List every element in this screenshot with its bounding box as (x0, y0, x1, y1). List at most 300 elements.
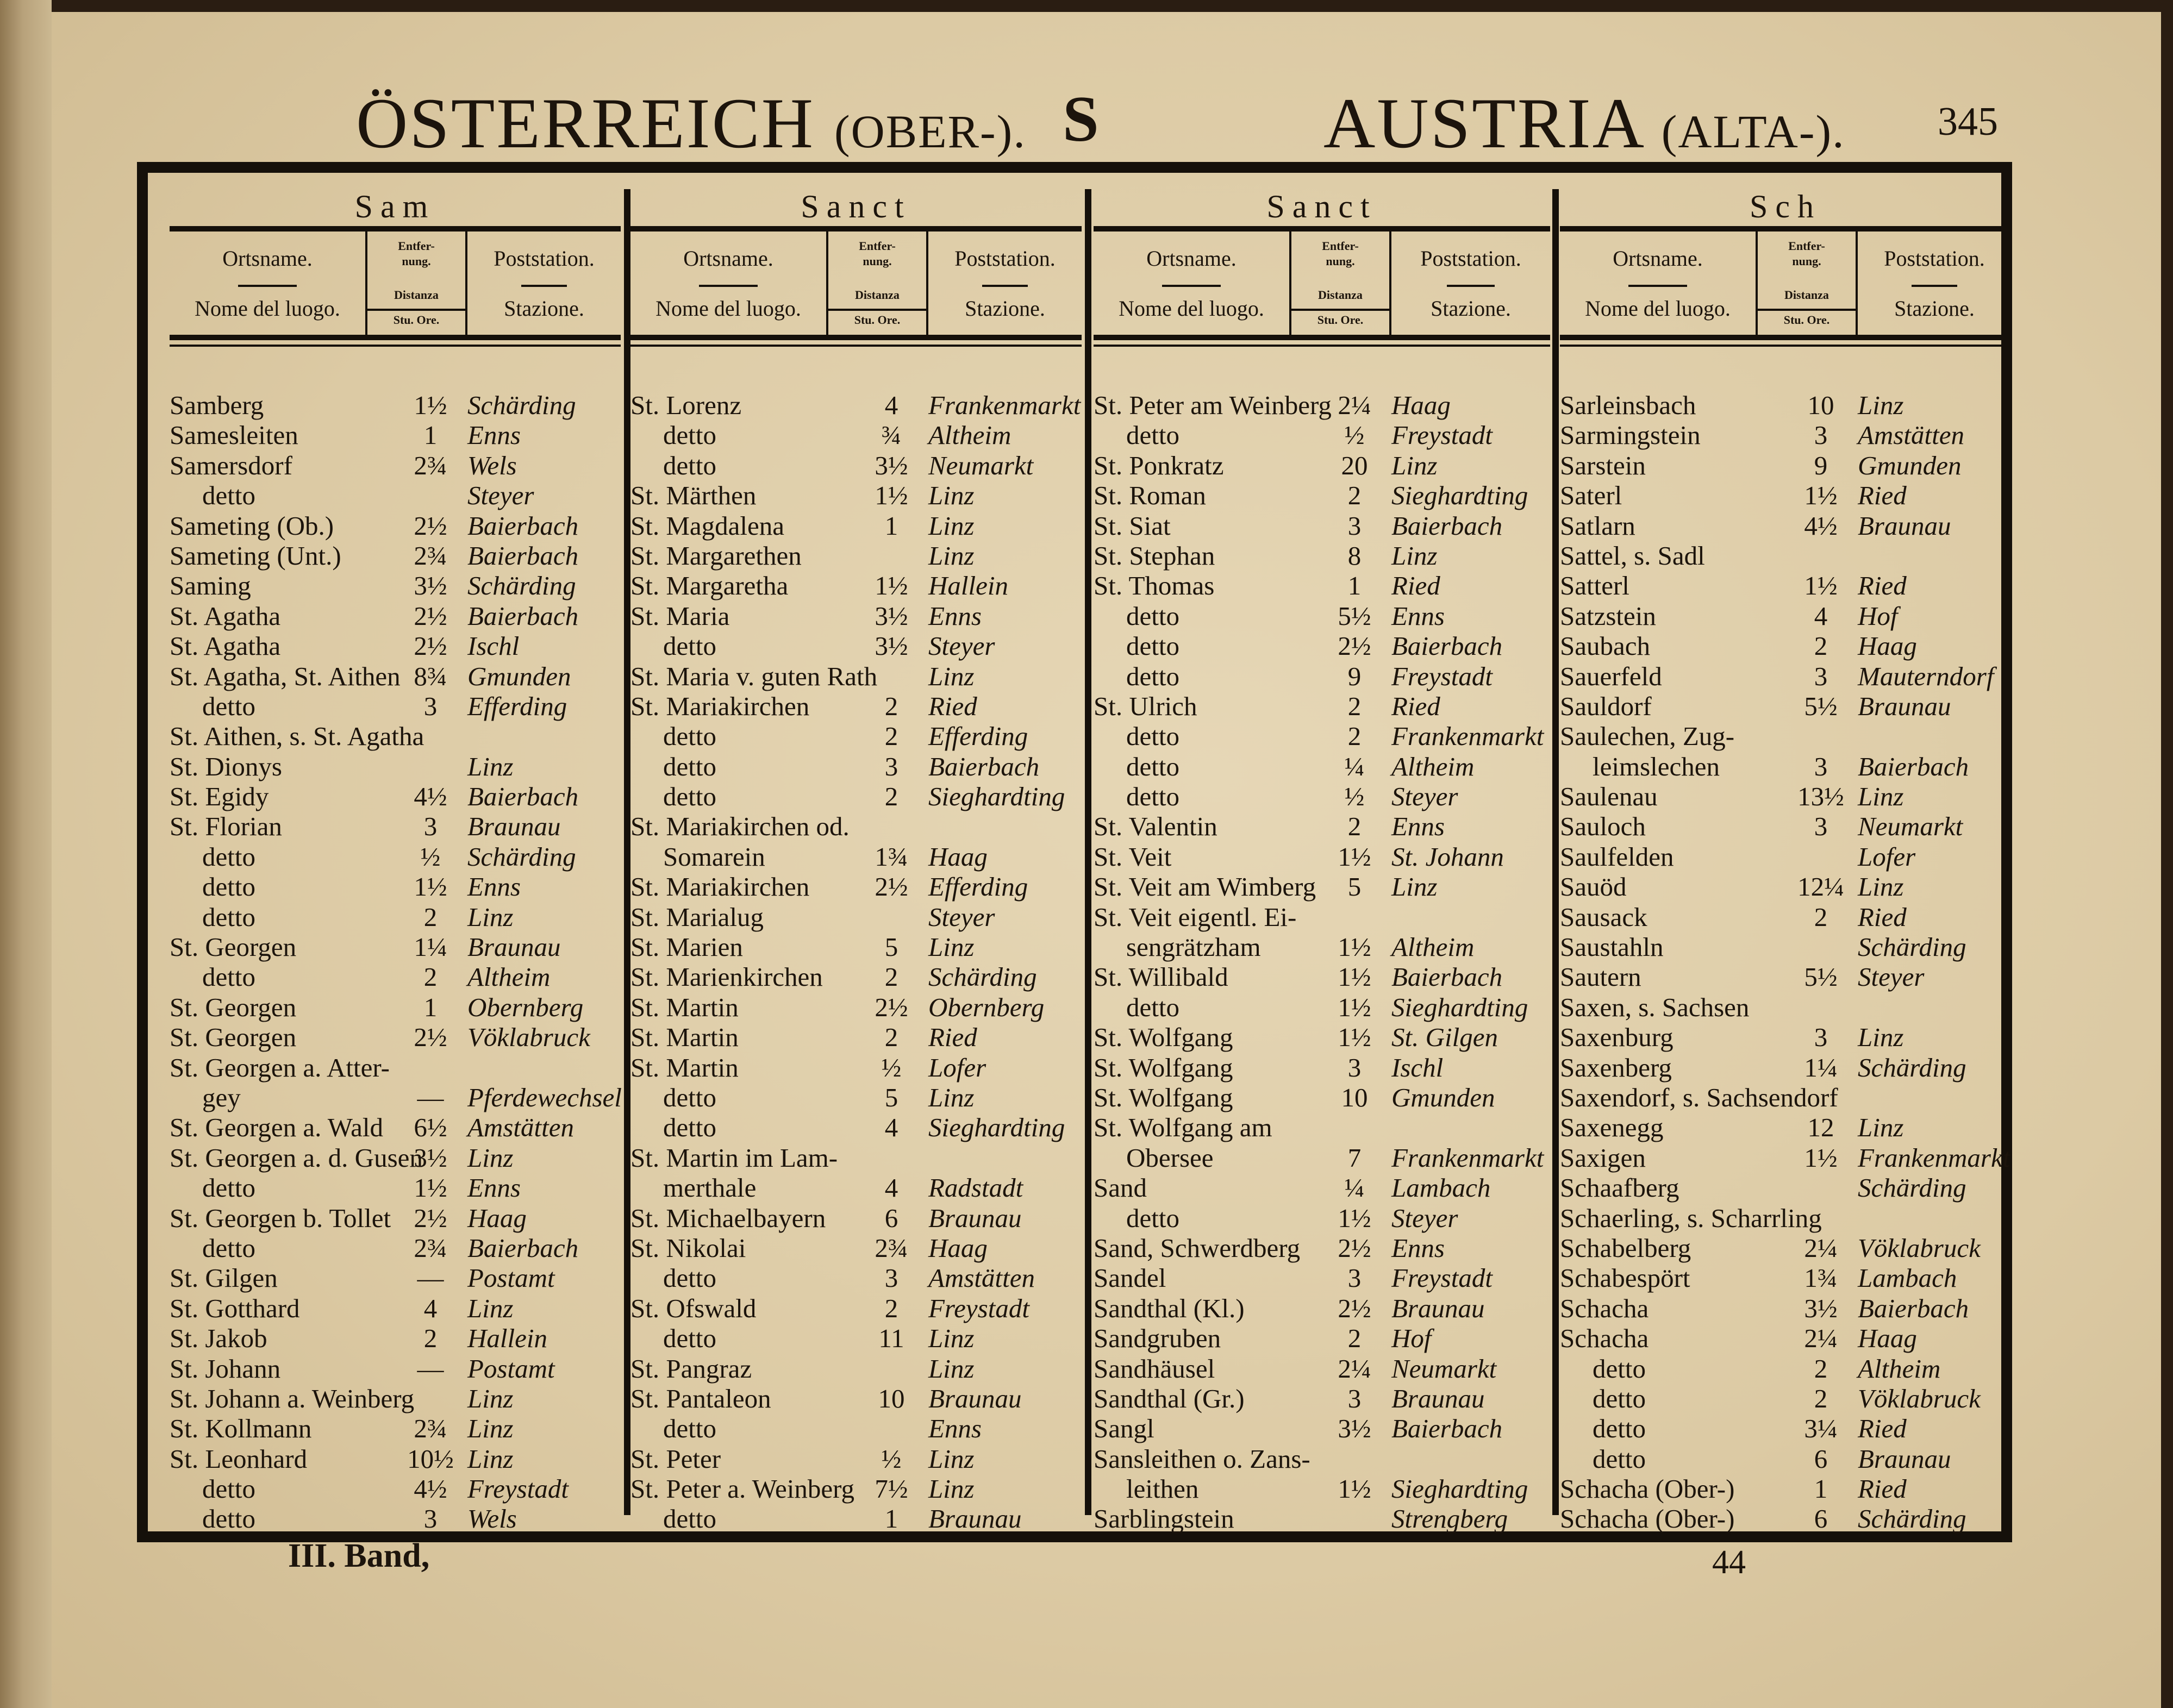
distance-value: 1 (884, 1504, 898, 1534)
table-row (1560, 1022, 2011, 1052)
distance-value: 1 (423, 420, 438, 451)
distance-value: 2¼ (1338, 1353, 1371, 1384)
place-name: detto (202, 962, 255, 992)
table-row (1094, 601, 1550, 631)
table-row (630, 902, 1082, 932)
place-name: detto (1126, 751, 1179, 781)
table-row (630, 661, 1082, 691)
distance-value: 1½ (1804, 1142, 1838, 1173)
post-station: Linz (928, 510, 975, 541)
place-name: St. Georgen b. Tollet (170, 1203, 391, 1233)
post-station: Ried (1858, 1474, 1907, 1504)
place-name: detto (202, 1504, 255, 1534)
distance-value: 4 (884, 390, 898, 420)
header-entfernung-cont: nung. (1326, 254, 1355, 268)
table-row (630, 691, 1082, 721)
distance-value: 2 (1347, 1323, 1362, 1354)
distance-value: 13½ (1797, 781, 1844, 812)
distance-value: 2½ (1338, 1232, 1371, 1263)
place-name: Sauöd (1560, 872, 1627, 902)
table-row (170, 1293, 621, 1323)
header-ortsname-cell (1560, 232, 1758, 335)
table-row (1094, 1354, 1550, 1384)
place-name: Samberg (170, 390, 264, 420)
place-name: Schabespört (1560, 1263, 1690, 1293)
post-station: Steyer (928, 631, 995, 661)
table-row (1560, 1112, 2011, 1142)
place-name: Saxendorf, s. Sachsendorf (1560, 1082, 1838, 1112)
post-station: Postamt (467, 1353, 555, 1384)
post-station: Amstätten (1858, 420, 1964, 451)
table-row (170, 541, 621, 571)
place-name: detto (1126, 781, 1179, 812)
place-name: Sameting (Ob.) (170, 510, 334, 541)
distance-value: 3½ (875, 600, 908, 631)
table-row (170, 781, 621, 811)
post-station: Schärding (1858, 1173, 1966, 1203)
table-row (1094, 1083, 1550, 1112)
distance-value: 11 (878, 1323, 904, 1354)
distance-value: 2¼ (1804, 1232, 1838, 1263)
place-name: Samersdorf (170, 450, 292, 480)
table-row (170, 420, 621, 450)
table-row (1560, 962, 2011, 992)
place-name: St. Margarethen (630, 540, 802, 571)
place-name: Saulenau (1560, 781, 1658, 812)
table-row (1094, 1143, 1550, 1173)
place-name: St. Marienkirchen (630, 962, 823, 992)
distance-value: 12 (1807, 1112, 1834, 1143)
table-row (1560, 601, 2011, 631)
post-station: Ischl (1391, 1052, 1444, 1083)
place-name: St. Maria v. guten Rath (630, 661, 878, 691)
distance-value: 2 (1347, 721, 1362, 752)
table-row (1560, 1263, 2011, 1293)
place-name: St. Aithen, s. St. Agatha (170, 721, 424, 752)
table-row (1094, 1323, 1550, 1353)
distance-value: 9 (1347, 661, 1362, 691)
volume-label: III. Band, (288, 1537, 430, 1574)
distance-value: ½ (420, 841, 441, 872)
distance-value: ¼ (1344, 1173, 1365, 1203)
table-row (1560, 480, 2011, 510)
place-name: St. Johann (170, 1353, 281, 1384)
distance-value: 2½ (414, 1203, 447, 1233)
table-row (630, 872, 1082, 902)
distance-value: 3 (1814, 661, 1828, 691)
post-station: Obernberg (928, 992, 1045, 1022)
post-station: Braunau (1858, 691, 1951, 721)
post-station: Neumarkt (1858, 811, 1963, 842)
post-station: Lambach (1858, 1263, 1957, 1293)
post-station: Steyer (1391, 1203, 1458, 1233)
distance-value: 5 (884, 1082, 898, 1112)
place-name: Sattel, s. Sadl (1560, 540, 1705, 571)
place-name: Sangl (1094, 1413, 1154, 1444)
header-distanza: Distanza (1318, 288, 1363, 302)
table-row (630, 1173, 1082, 1203)
post-station: Schärding (467, 841, 576, 872)
post-station: Mauterndorf (1858, 661, 1994, 691)
header-entfernung-cont: nung. (863, 254, 892, 268)
table-row (1094, 781, 1550, 811)
distance-value: 4 (423, 1293, 438, 1323)
distance-value: — (417, 1353, 444, 1384)
place-name: St. Ponkratz (1094, 450, 1224, 480)
distance-value: 10 (878, 1383, 905, 1413)
place-name: Sausack (1560, 902, 1647, 932)
top-dark-edge (0, 0, 2173, 12)
post-station: Haag (928, 1232, 988, 1263)
distance-value: 2½ (414, 510, 447, 541)
header-rule (238, 285, 297, 287)
distance-value: 2½ (875, 872, 908, 902)
table-row (630, 932, 1082, 962)
place-name: St. Ofswald (630, 1293, 757, 1323)
table-row (630, 1444, 1082, 1474)
header-station-cell (928, 232, 1082, 335)
distance-value: 4½ (1804, 510, 1838, 541)
place-name: detto (663, 1413, 716, 1444)
distance-value: 1¼ (414, 932, 447, 962)
table-row (170, 1263, 621, 1293)
distance-value: 3 (1347, 1052, 1362, 1083)
table-row (1094, 1504, 1550, 1534)
header-stazione: Stazione. (965, 296, 1045, 321)
post-station: Ried (1858, 571, 1907, 601)
distance-value: 12¼ (1797, 872, 1844, 902)
distance-value: 5 (884, 932, 898, 962)
distance-value: ½ (1344, 420, 1365, 451)
table-row (1560, 1203, 2011, 1233)
header-stu-ore: Stu. Ore. (1291, 309, 1389, 327)
post-station: Linz (928, 1082, 975, 1112)
table-row (1094, 1293, 1550, 1323)
post-station: Freystadt (1391, 420, 1493, 451)
table-row (1094, 1053, 1550, 1083)
header-left-title-text: ÖSTERREICH (356, 83, 815, 163)
post-station: Ischl (467, 631, 520, 661)
table-row (170, 1233, 621, 1263)
place-name: detto (663, 721, 716, 752)
table-row (630, 601, 1082, 631)
signature-number: 44 (1712, 1544, 1746, 1581)
table-row (170, 691, 621, 721)
header-rule (699, 285, 758, 287)
header-distance-cell (367, 232, 467, 335)
header-entfernung: Entfer- (398, 239, 435, 253)
place-name: St. Peter am Weinberg (1094, 390, 1332, 420)
post-station: Braunau (467, 811, 561, 842)
post-station: Altheim (1391, 751, 1475, 781)
table-row (170, 1083, 621, 1112)
post-station: Linz (928, 1353, 975, 1384)
post-station: Baierbach (1391, 631, 1503, 661)
place-name: Sarblingstein (1094, 1504, 1234, 1534)
place-name: St. Gilgen (170, 1263, 278, 1293)
distance-value: ½ (1344, 781, 1365, 812)
distance-value: 10½ (407, 1443, 454, 1474)
header-distance-cell (1291, 232, 1391, 335)
table-row (630, 451, 1082, 480)
table-row (1094, 721, 1550, 751)
table-row (170, 601, 621, 631)
place-name: detto (663, 1504, 716, 1534)
table-row (1560, 511, 2011, 541)
header-entfernung-cont: nung. (402, 254, 431, 268)
header-entfernung: Entfer- (1788, 239, 1825, 253)
distance-value: 2 (1814, 631, 1828, 661)
distance-value: 2 (1814, 902, 1828, 932)
post-station: Braunau (928, 1504, 1022, 1534)
place-name: St. Willibald (1094, 962, 1228, 992)
place-name: Satterl (1560, 571, 1629, 601)
post-station: Linz (928, 661, 975, 691)
distance-value: 4 (1814, 600, 1828, 631)
distance-value: 1¾ (1804, 1263, 1838, 1293)
distance-value: 1½ (414, 1173, 447, 1203)
header-entfernung-cont: nung. (1792, 254, 1821, 268)
header-nome: Nome del luogo. (655, 296, 801, 321)
post-station: Baierbach (467, 510, 579, 541)
distance-value: 3 (1347, 1263, 1362, 1293)
post-station: Postamt (467, 1263, 555, 1293)
table-row (630, 390, 1082, 420)
post-station: Altheim (467, 962, 551, 992)
place-name: detto (1126, 992, 1179, 1022)
post-station: Braunau (1391, 1293, 1485, 1323)
table-row (170, 902, 621, 932)
place-name: detto (1593, 1413, 1646, 1444)
table-row (170, 1143, 621, 1173)
place-name: detto (1126, 1203, 1179, 1233)
post-station: Haag (928, 841, 988, 872)
post-station: Altheim (928, 420, 1011, 451)
distance-value: 3½ (414, 571, 447, 601)
table-row (1094, 1384, 1550, 1413)
place-name: St. Siat (1094, 510, 1171, 541)
header-stu-ore: Stu. Ore. (367, 309, 465, 327)
post-station: Lambach (1391, 1173, 1491, 1203)
place-name: St. Peter (630, 1443, 721, 1474)
table-row (1560, 752, 2011, 781)
distance-value: — (417, 1263, 444, 1293)
post-station: Baierbach (1858, 751, 1969, 781)
place-name: detto (663, 1112, 716, 1143)
post-station: Baierbach (928, 751, 1040, 781)
distance-value: 1½ (875, 480, 908, 511)
distance-value: 2 (884, 1022, 898, 1053)
distance-value: 2¾ (414, 450, 447, 480)
place-name: St. Georgen a. Wald (170, 1112, 383, 1143)
table-row (630, 541, 1082, 571)
distance-value: 3½ (875, 450, 908, 480)
table-row (1094, 480, 1550, 510)
table-row (630, 480, 1082, 510)
post-station: Braunau (1858, 510, 1951, 541)
place-name: Saxenegg (1560, 1112, 1664, 1143)
distance-value: 1½ (1338, 1203, 1371, 1233)
post-station: Baierbach (1858, 1293, 1969, 1323)
place-name: St. Magdalena (630, 510, 785, 541)
table-row (1094, 541, 1550, 571)
place-name: Sandthal (Kl.) (1094, 1293, 1245, 1323)
post-station: Haag (1391, 390, 1451, 420)
place-name: detto (663, 631, 716, 661)
distance-value: 2¾ (414, 540, 447, 571)
post-station: Amstätten (928, 1263, 1035, 1293)
place-name: St. Veit (1094, 841, 1172, 872)
table-row (630, 1504, 1082, 1534)
post-station: Braunau (1391, 1383, 1485, 1413)
distance-value: 2 (884, 1293, 898, 1323)
table-row (630, 631, 1082, 661)
place-name: Sautern (1560, 962, 1641, 992)
distance-value: 2½ (414, 1022, 447, 1053)
header-letter: S (1063, 83, 1101, 155)
post-station: Lofer (1858, 841, 1916, 872)
table-row (630, 420, 1082, 450)
entry-list (170, 390, 621, 1534)
post-station: Altheim (1858, 1353, 1941, 1384)
post-station: Sieghardting (928, 781, 1065, 812)
post-station: Ried (928, 1022, 977, 1053)
place-name: St. Georgen (170, 932, 297, 962)
place-name: St. Veit am Wimberg (1094, 872, 1316, 902)
table-row (1094, 451, 1550, 480)
post-station: Linz (467, 902, 514, 932)
place-name: St. Margaretha (630, 571, 789, 601)
table-row (1094, 932, 1550, 962)
distance-value: 3 (423, 691, 438, 721)
header-poststation: Poststation. (494, 246, 595, 271)
place-name: detto (1126, 631, 1179, 661)
post-station: Linz (467, 751, 514, 781)
post-station: Ried (1858, 902, 1907, 932)
header-poststation: Poststation. (1420, 246, 1521, 271)
table-row (630, 721, 1082, 751)
header-rule (1447, 285, 1495, 287)
place-name: Sansleithen o. Zans- (1094, 1443, 1310, 1474)
distance-value: 2 (1347, 691, 1362, 721)
post-station: Steyer (1858, 962, 1925, 992)
post-station: Enns (928, 1413, 982, 1444)
header-station-cell (1858, 232, 2011, 335)
table-row (630, 1474, 1082, 1504)
distance-value: 2 (423, 962, 438, 992)
place-name: Schacha (Ober-) (1560, 1504, 1735, 1534)
place-name: detto (1593, 1353, 1646, 1384)
place-name: Saxenburg (1560, 1022, 1674, 1053)
post-station: Linz (1858, 872, 1904, 902)
place-name: detto (1593, 1383, 1646, 1413)
place-name: St. Marialug (630, 902, 764, 932)
table-row (170, 1474, 621, 1504)
header-rule (1162, 285, 1221, 287)
place-name: Sandhäusel (1094, 1353, 1215, 1384)
place-name: Sand (1094, 1173, 1147, 1203)
post-station: Braunau (928, 1383, 1022, 1413)
header-rule (521, 285, 567, 287)
distance-value: 3 (1347, 510, 1362, 541)
place-name: Obersee (1126, 1142, 1214, 1173)
post-station: Baierbach (1391, 962, 1503, 992)
place-name: detto (202, 1173, 255, 1203)
table-row (170, 1504, 621, 1534)
distance-value: 8¾ (414, 661, 447, 691)
place-name: St. Veit eigentl. Ei- (1094, 902, 1297, 932)
post-station: Linz (928, 1443, 975, 1474)
header-right-subtitle: (ALTA-). (1661, 105, 1845, 158)
place-name: Schaafberg (1560, 1173, 1679, 1203)
place-name: St. Georgen a. Atter- (170, 1052, 390, 1083)
post-station: Linz (928, 540, 975, 571)
table-row (1560, 1323, 2011, 1353)
table-row (170, 571, 621, 600)
table-row (1560, 902, 2011, 932)
distance-value: 1 (1347, 571, 1362, 601)
distance-value: 4½ (414, 1474, 447, 1504)
post-station: Wels (467, 450, 517, 480)
distance-value: 3 (884, 751, 898, 781)
table-row (1560, 390, 2011, 420)
header-station-cell (467, 232, 621, 335)
post-station: Linz (467, 1443, 514, 1474)
table-column (630, 189, 1082, 1534)
header-distanza: Distanza (855, 288, 900, 302)
post-station: Pferdewechsel (467, 1082, 622, 1112)
table-row (630, 1413, 1082, 1443)
place-name: Satzstein (1560, 600, 1656, 631)
place-name: detto (663, 450, 716, 480)
table-row (630, 1022, 1082, 1052)
distance-value: 1 (423, 992, 438, 1022)
post-station: Linz (467, 1293, 514, 1323)
place-name: St. Wolfgang (1094, 1052, 1233, 1083)
distance-value: 3 (1814, 420, 1828, 451)
distance-value: 5½ (1804, 962, 1838, 992)
table-row (170, 390, 621, 420)
distance-value: 4 (884, 1173, 898, 1203)
post-station: Linz (1858, 781, 1904, 812)
distance-value: 1½ (1338, 1022, 1371, 1053)
place-name: Saxenberg (1560, 1052, 1672, 1083)
table-row (170, 1413, 621, 1443)
header-right-title-text: AUSTRIA (1323, 83, 1642, 163)
table-row (1560, 811, 2011, 841)
table-row (170, 480, 621, 510)
place-name: detto (202, 872, 255, 902)
table-row (630, 1384, 1082, 1413)
distance-value: 3 (423, 1504, 438, 1534)
place-name: Schabelberg (1560, 1232, 1691, 1263)
post-station: Linz (1858, 390, 1904, 420)
header-stazione: Stazione. (504, 296, 584, 321)
table-row (1560, 781, 2011, 811)
distance-value: 2½ (1338, 631, 1371, 661)
post-station: Neumarkt (1391, 1353, 1497, 1384)
distance-value: 1½ (1804, 480, 1838, 511)
column-header (170, 226, 621, 340)
post-station: Linz (928, 932, 975, 962)
place-name: St. Johann a. Weinberg (170, 1383, 415, 1413)
header-entfernung: Entfer- (859, 239, 896, 253)
post-station: Schärding (1858, 1504, 1966, 1534)
table-row (1560, 1053, 2011, 1083)
post-station: Vöklabruck (1858, 1232, 1981, 1263)
post-station: Baierbach (467, 540, 579, 571)
post-station: Linz (928, 480, 975, 511)
